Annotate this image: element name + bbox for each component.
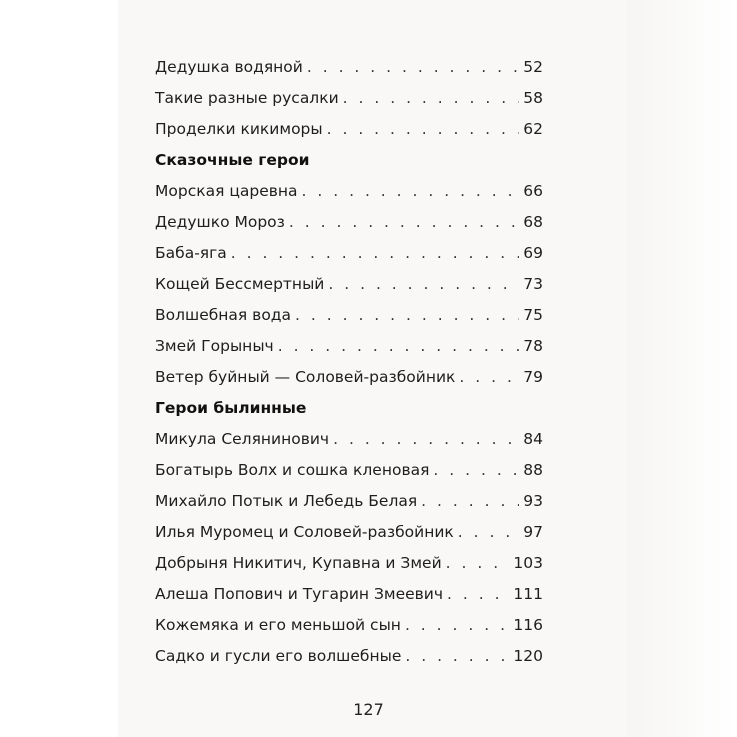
dot-leader — [278, 331, 520, 362]
toc-entry-title: Змей Горыныч — [155, 337, 274, 355]
dot-leader — [343, 83, 520, 114]
toc-entry-title: Баба-яга — [155, 244, 227, 262]
toc-entry — [155, 579, 543, 610]
dot-leader — [328, 269, 519, 300]
toc-entry — [155, 486, 543, 517]
toc-entry-page: 66 — [523, 182, 543, 200]
toc-entry — [155, 300, 543, 331]
dot-leader — [459, 362, 519, 393]
dot-leader — [327, 114, 520, 145]
toc-entry-page: 88 — [523, 461, 543, 479]
toc-entry-page: 93 — [523, 492, 543, 510]
toc-entry-title: Добрыня Никитич, Купавна и Змей — [155, 554, 442, 572]
toc-entry-title: Такие разные русалки — [155, 89, 339, 107]
toc-entry — [155, 517, 543, 548]
dot-leader — [405, 610, 509, 641]
toc-entry-page: 52 — [523, 58, 543, 76]
toc-entry-title: Дедушка водяной — [155, 58, 303, 76]
page-number: 127 — [353, 700, 384, 719]
toc-entry — [155, 176, 543, 207]
toc-entry-title: Илья Муромец и Соловей-разбойник — [155, 523, 454, 541]
toc-entry-title: Проделки кикиморы — [155, 120, 323, 138]
toc-entry-title: Дедушко Мороз — [155, 213, 285, 231]
toc-entry — [155, 424, 543, 455]
toc-entry-title: Богатырь Волх и сошка кленовая — [155, 461, 430, 479]
toc-entry-title: Алеша Попович и Тугарин Змеевич — [155, 585, 444, 603]
dot-leader — [307, 52, 519, 83]
toc-entry-page: 62 — [523, 120, 543, 138]
toc-entry-page: 103 — [513, 554, 543, 572]
toc-entry-page: 68 — [523, 213, 543, 231]
toc-entry-title: Кожемяка и его меньшой сын — [155, 616, 401, 634]
toc-entry-page: 84 — [523, 430, 543, 448]
toc-entry — [155, 455, 543, 486]
toc-entry-page: 97 — [523, 523, 543, 541]
toc-entry-page: 111 — [513, 585, 543, 603]
toc-entry-page: 69 — [523, 244, 543, 262]
toc-entry-title: Морская царевна — [155, 182, 298, 200]
toc-entry — [155, 52, 543, 83]
toc-entry — [155, 207, 543, 238]
table-of-contents — [155, 52, 543, 672]
toc-entry-page: 75 — [523, 306, 543, 324]
toc-entry-page: 116 — [513, 616, 543, 634]
toc-entry-page: 78 — [523, 337, 543, 355]
toc-entry-title: Ветер буйный — Соловей-разбойник — [155, 368, 456, 386]
dot-leader — [295, 300, 519, 331]
dot-leader — [289, 207, 519, 238]
right-margin — [627, 0, 737, 737]
toc-entry — [155, 610, 543, 641]
toc-entry — [155, 548, 543, 579]
toc-entry-title: Михайло Потык и Лебедь Белая — [155, 492, 418, 510]
toc-entry-page: 120 — [513, 647, 543, 665]
toc-entry-page: 73 — [523, 275, 543, 293]
dot-leader — [421, 486, 519, 517]
toc-entry — [155, 114, 543, 145]
left-margin — [0, 0, 118, 737]
dot-leader — [458, 517, 520, 548]
dot-leader — [447, 579, 509, 610]
toc-entry — [155, 238, 543, 269]
toc-entry — [155, 83, 543, 114]
dot-leader — [231, 238, 520, 269]
dot-leader — [302, 176, 520, 207]
toc-entry — [155, 641, 543, 672]
toc-entry-title: Кощей Бессмертный — [155, 275, 325, 293]
toc-entry — [155, 331, 543, 362]
toc-section-heading: Сказочные герои — [155, 151, 310, 169]
toc-entry — [155, 269, 543, 300]
toc-entry-page: 58 — [523, 89, 543, 107]
toc-entry-page: 79 — [523, 368, 543, 386]
toc-entry — [155, 362, 543, 393]
toc-section-heading: Герои былинные — [155, 399, 307, 417]
dot-leader — [433, 455, 519, 486]
dot-leader — [405, 641, 509, 672]
toc-entry-title: Садко и гусли его волшебные — [155, 647, 402, 665]
dot-leader — [446, 548, 510, 579]
toc-entry-title: Волшебная вода — [155, 306, 292, 324]
toc-entry-title: Микула Селянинович — [155, 430, 330, 448]
dot-leader — [333, 424, 519, 455]
